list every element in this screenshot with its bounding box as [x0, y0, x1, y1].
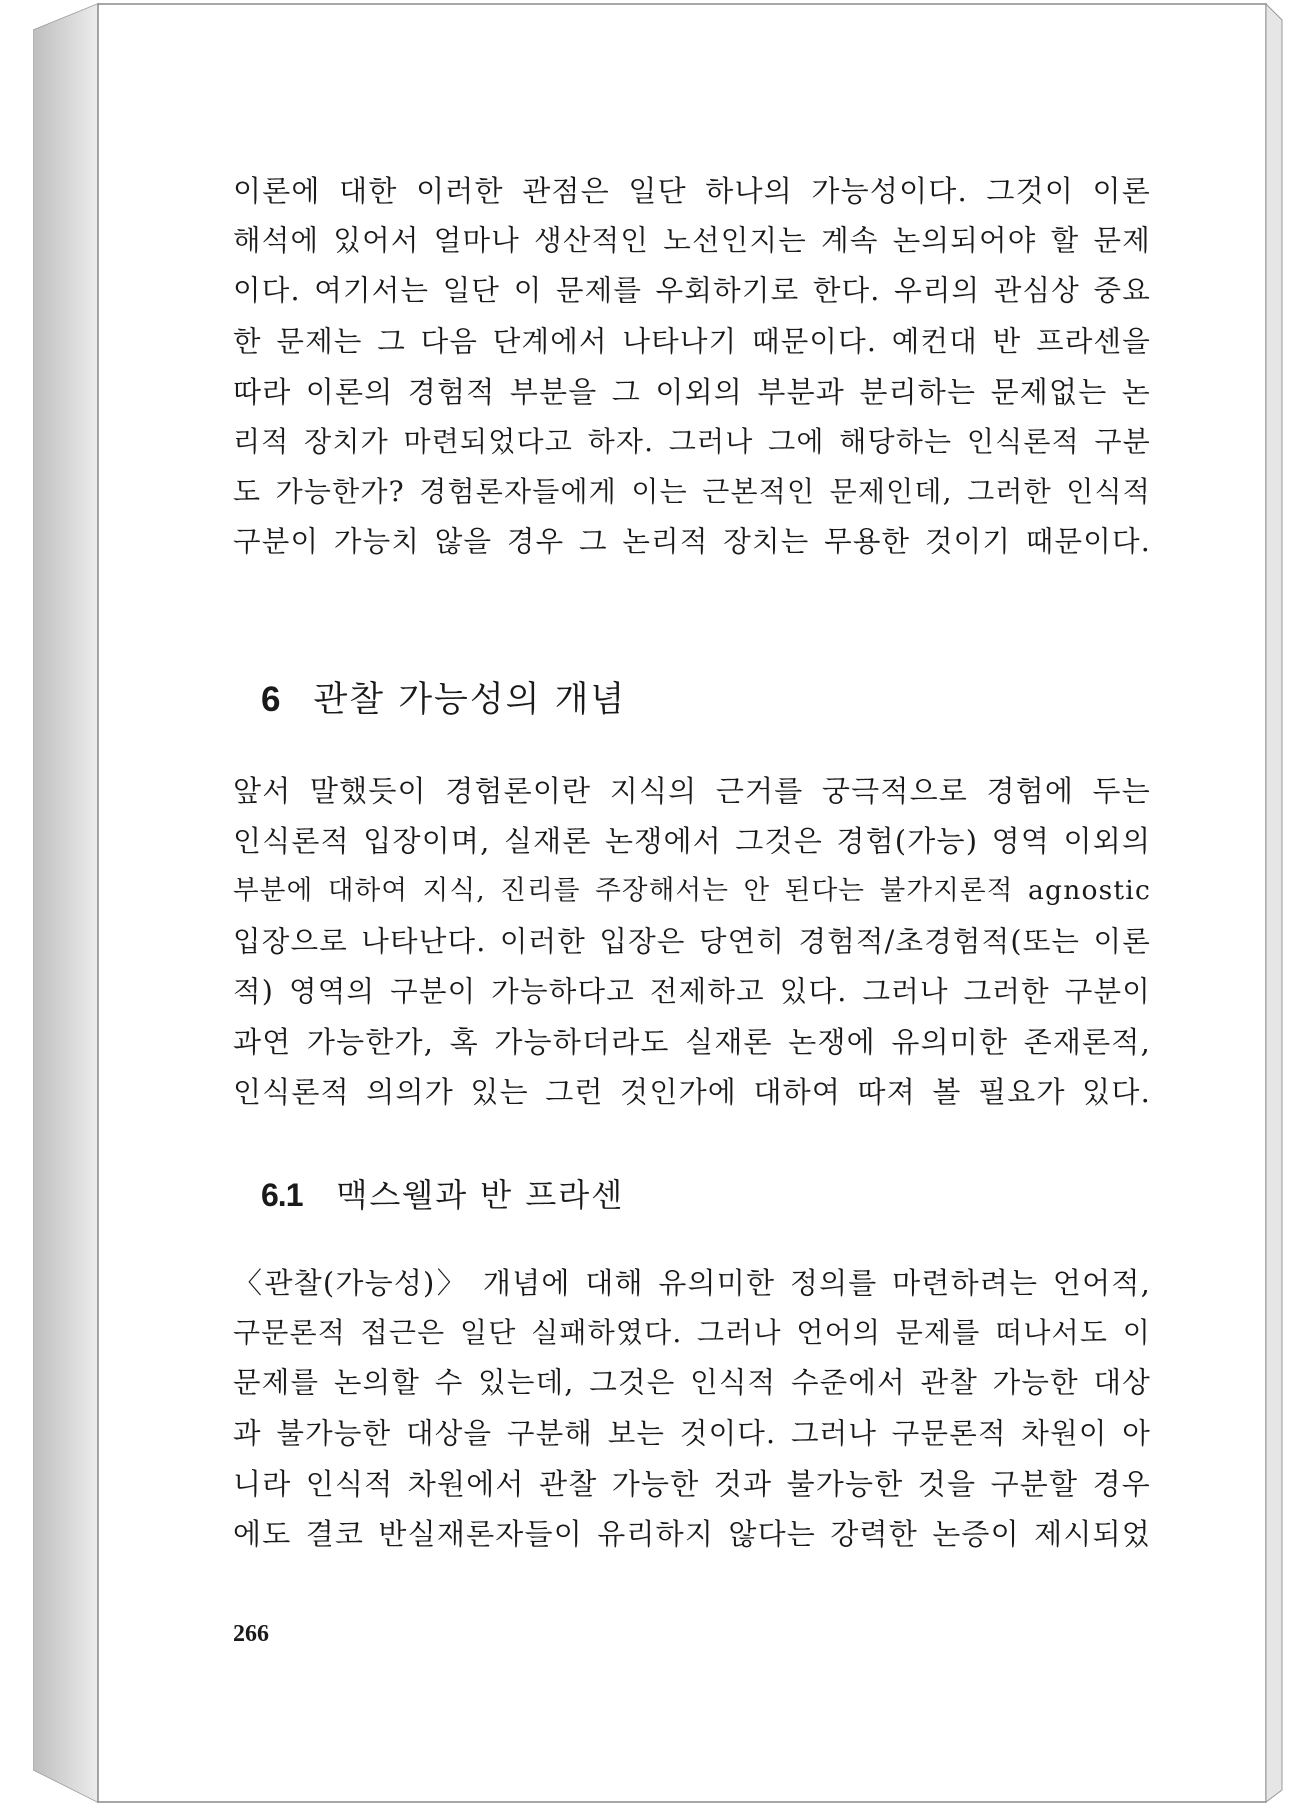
- section-heading-6: [261, 672, 626, 722]
- text-line: 리적 장치가 마련되었다고 하자. 그러나 그에 해당하는 인식론적 구분: [233, 425, 1151, 459]
- paragraph-text: [233, 766, 1151, 1117]
- text-line: 부분에 대하여 지식, 진리를 주장해서는 안 된다는 불가지론적 agnostic: [233, 875, 1151, 907]
- text-line: 에도 결코 반실재론자들이 유리하지 않다는 강력한 논증이 제시되었: [233, 1517, 1151, 1552]
- section-title: 관찰 가능성의 개념: [313, 680, 627, 720]
- text-line: 〈관찰(가능성)〉 개념에 대해 유의미한 정의를 마련하려는 언어적,: [233, 1266, 1151, 1300]
- paragraph-2: [233, 766, 1151, 1117]
- paragraph-text: [233, 166, 1151, 568]
- text-line: 이다. 여기서는 일단 이 문제를 우회하기로 한다. 우리의 관심상 중요: [233, 274, 1151, 308]
- text-line: 인식론적 의의가 있는 그런 것인가에 대하여 따져 볼 필요가 있다.: [233, 1075, 1151, 1110]
- page-number: 266: [233, 1621, 269, 1647]
- paragraph-1: [233, 166, 1151, 568]
- section-number: 6.1: [261, 1177, 303, 1213]
- section-title: 맥스웰과 반 프라센: [336, 1176, 625, 1214]
- section-number: 6: [261, 680, 280, 719]
- text-line: 도 가능한가? 경험론자들에게 이는 근본적인 문제인데, 그러한 인식적: [233, 475, 1151, 509]
- paragraph-3: [233, 1258, 1151, 1559]
- text-line: 인식론적 입장이며, 실재론 논쟁에서 그것은 경험(가능) 영역 이외의: [233, 824, 1152, 859]
- text-line: 구문론적 접근은 일단 실패하였다. 그러나 언어의 문제를 떠나서도 이: [233, 1316, 1151, 1350]
- text-line: 문제를 논의할 수 있는데, 그것은 인식적 수준에서 관찰 가능한 대상: [233, 1366, 1151, 1400]
- text-line: 앞서 말했듯이 경험론이란 지식의 근거를 궁극적으로 경험에 두는: [233, 774, 1151, 808]
- text-line: 과 불가능한 대상을 구분해 보는 것이다. 그러나 구문론적 차원이 아: [233, 1416, 1151, 1450]
- text-line: 니라 인식적 차원에서 관찰 가능한 것과 불가능한 것을 구분할 경우: [233, 1466, 1151, 1501]
- text-line: 과연 가능한가, 혹 가능하더라도 실재론 논쟁에 유의미한 존재론적,: [233, 1025, 1151, 1060]
- text-line: 적) 영역의 구분이 가능하다고 전제하고 있다. 그러나 그러한 구분이: [233, 974, 1151, 1008]
- text-line: 한 문제는 그 다음 단계에서 나타나기 때문이다. 예컨대 반 프라센을: [233, 324, 1151, 358]
- text-line: 이론에 대한 이러한 관점은 일단 하나의 가능성이다. 그것이 이론: [233, 174, 1151, 208]
- text-line: 입장으로 나타난다. 이러한 입장은 당연히 경험적/초경험적(또는 이론: [233, 924, 1151, 958]
- text-line: 따라 이론의 경험적 부분을 그 이외의 부분과 분리하는 문제없는 논: [233, 374, 1151, 409]
- text-line: 구분이 가능치 않을 경우 그 논리적 장치는 무용한 것이기 때문이다.: [233, 525, 1151, 559]
- text-line: 해석에 있어서 얼마나 생산적인 노선인지는 계속 논의되어야 할 문제: [233, 224, 1151, 258]
- paragraph-text: [233, 1258, 1151, 1559]
- section-heading-6-1: [261, 1170, 624, 1216]
